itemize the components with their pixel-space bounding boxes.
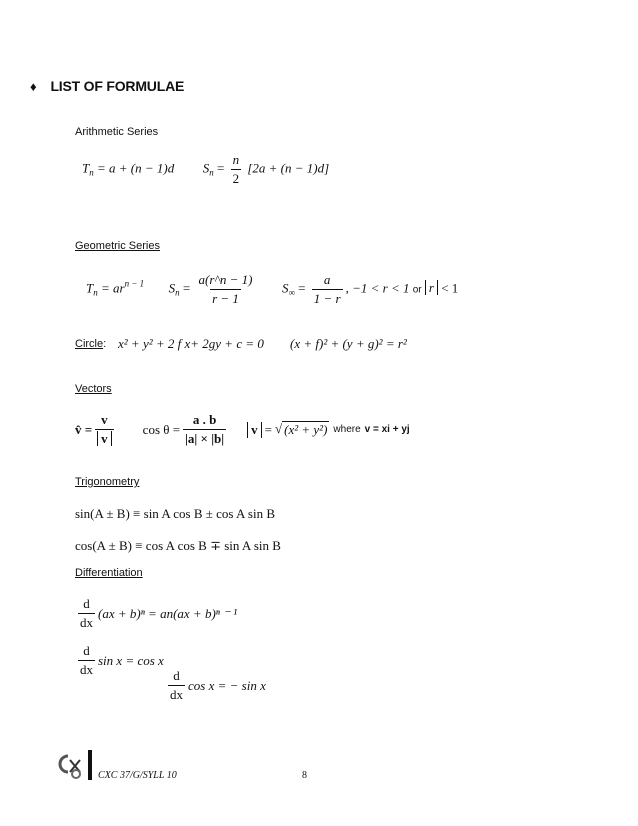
- geo-tn-rhs: = ar: [100, 280, 125, 296]
- unit-vector-fraction: $\frac{v}{v}$: [95, 412, 114, 447]
- page-number: 8: [302, 770, 307, 781]
- arithmetic-formulae: $T_n = a + (n - 1)d$ $S_n$ = $\frac{n}{2}$ [2a + (n − 1)d]: [82, 152, 330, 186]
- trig-identity-2: cos(A ± B) ≡ cos A cos B ∓ sin A sin B: [75, 538, 281, 553]
- circle-equation-2: (x + f)² + (y + g)² = r²: [290, 336, 407, 351]
- section-circle: Circle: [75, 338, 104, 350]
- page-title: LIST OF FORMULAE: [50, 78, 185, 94]
- footer-divider: [88, 750, 92, 780]
- sn-fraction: $\frac{n}{2}$: [232, 152, 240, 186]
- section-arithmetic: Arithmetic Series: [75, 126, 159, 138]
- section-differentiation: Differentiation: [75, 567, 143, 579]
- cos-theta-fraction: $\frac{a . b}{|a| \times |b|}$: [185, 412, 225, 446]
- sn-symbol: S: [202, 160, 210, 176]
- diff-formula-3: $\frac{d}{dx}$ cos x = − sin x: [170, 668, 266, 702]
- circle-row: Circle:: [75, 338, 107, 350]
- section-trigonometry: Trigonometry: [75, 476, 140, 488]
- cxc-logo-icon: [56, 752, 84, 780]
- cxc-logo: [56, 752, 84, 785]
- trig-identity-1: sin(A ± B) ≡ sin A cos B ± cos A sin B: [75, 506, 276, 521]
- geo-sinf-fraction: $\frac{a}{1 - r}$: [313, 272, 341, 306]
- geo-sn-fraction: $\frac{a(r\^{}n - 1)}{r - 1}$: [198, 272, 253, 306]
- sqrt-expression: √ (x² + y²): [275, 421, 328, 437]
- tn-symbol: T: [82, 160, 90, 176]
- list-of-formulae-heading: [30, 78, 184, 94]
- diff-formula-2: $\frac{d}{dx}$ sin x = cos x: [80, 643, 164, 677]
- geometric-formulae: $T_n = ar^{n - 1}$ $S_n$ = $\frac{a(r\^{}n - 1)}{r - 1}$ $S_\infty$ = $\frac{a}{1 - r}$ , −1 < r < 1 or r < 1: [86, 272, 459, 306]
- circle-equation-1: x² + y² + 2 f x+ 2gy + c = 0: [118, 336, 264, 351]
- section-geometric: Geometric Series: [75, 240, 160, 252]
- diff-formula-1: $\frac{d}{dx}$ (ax + b)ⁿ = an(ax + b)ⁿ ⁻ ¹: [80, 596, 238, 630]
- sn-rhs: [2a + (n − 1)d]: [247, 160, 330, 176]
- syllabus-reference: CXC 37/G/SYLL 10: [98, 770, 177, 781]
- diamond-bullet-icon: ♦: [30, 78, 37, 94]
- vectors-formulae: v̂ = $\frac{v}{v}$ cos θ = $\frac{a . b}{|a| \times |b|}$ v = √ (x² + y²) where v = xi + yj: [75, 412, 410, 446]
- tn-rhs: = a + (n − 1)d: [96, 160, 175, 176]
- section-vectors: Vectors: [75, 383, 112, 395]
